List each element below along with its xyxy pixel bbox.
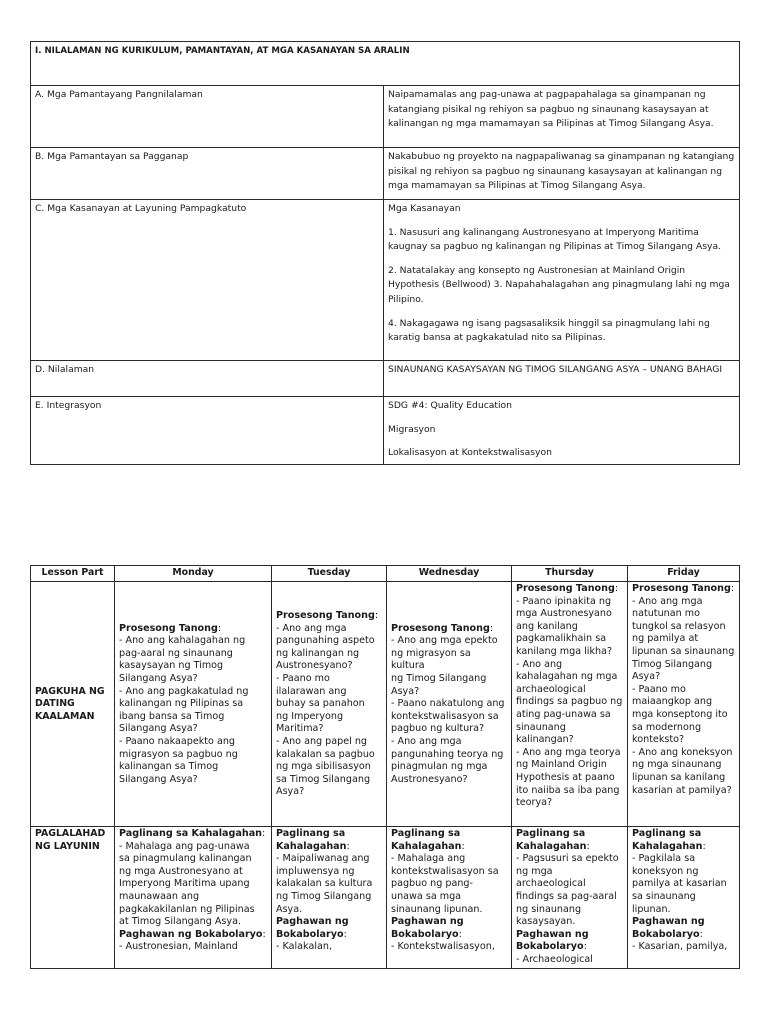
lesson-line: ng sinaunang — [516, 903, 582, 915]
curriculum-row-content — [384, 361, 740, 397]
subheading-line — [632, 583, 735, 596]
subheading-line — [119, 828, 267, 841]
lesson-line: lipunan sa sinaunang — [632, 645, 735, 657]
lesson-cell — [512, 582, 628, 827]
lesson-line: Silangang Asya? — [119, 673, 198, 685]
lesson-line: kalinangan? — [516, 734, 574, 746]
curriculum-paragraph: Migrasyon — [388, 423, 436, 435]
subheading-line — [276, 916, 382, 941]
column-header-tuesday: Tuesday — [272, 566, 387, 582]
lesson-cell — [387, 827, 512, 969]
subheading-line — [516, 583, 623, 596]
lesson-line: Hypothesis at paano — [516, 771, 615, 783]
lesson-line: - Austronesian, Mainland — [119, 941, 238, 953]
lesson-line: pagbuo ng pang- — [391, 878, 473, 890]
subheading-line — [391, 623, 507, 636]
column-header-monday: Monday — [115, 566, 272, 582]
lesson-line: mga konseptong ito — [632, 708, 728, 720]
subheading-line — [391, 828, 507, 853]
lesson-line: - Ano ang kahalagahan ng — [119, 635, 246, 647]
lesson-line: pagbuo ng kultura? — [391, 723, 485, 735]
subheading-colon: : — [614, 583, 619, 594]
lesson-line: Silangang Asya? — [119, 723, 198, 735]
lesson-line: teorya? — [516, 797, 553, 809]
lesson-line: kalakalan sa kultura — [276, 878, 373, 890]
column-header-friday: Friday — [628, 566, 740, 582]
lesson-line: - Kasarian, pamilya, — [632, 941, 728, 953]
curriculum-paragraph: 1. Nasusuri ang kalinangang Austronesyano at Imperyong Maritima kaugnay sa pagbuo ng kalinangan ng Pilipinas at Timog Silangang Asya. — [388, 226, 721, 253]
lesson-line: - Kontekstwalisasyon, — [391, 941, 495, 953]
lesson-line: maiaangkop ang — [632, 696, 713, 708]
lesson-line: pangunahing aspeto — [276, 635, 375, 647]
lesson-line: ng Timog Silangang — [276, 890, 372, 902]
curriculum-row — [31, 397, 740, 465]
lesson-line: - Kalakalan, — [276, 941, 332, 953]
lesson-line: - Pagkilala sa — [632, 853, 696, 865]
lesson-line: archaeological — [516, 683, 586, 695]
lesson-cell — [628, 582, 740, 827]
curriculum-row — [31, 148, 740, 200]
lesson-line: Austronesyano? — [276, 660, 353, 672]
lesson-line: - Ano ang mga teorya — [516, 746, 621, 758]
lesson-line: Silangang Asya? — [119, 773, 198, 785]
lesson-line: kasarian at pamilya? — [632, 784, 732, 796]
lesson-line: ng pamilya at — [632, 633, 699, 645]
lesson-line: kasaysayan ng Timog — [119, 660, 224, 672]
column-header-thursday: Thursday — [512, 566, 628, 582]
subheading-line — [119, 929, 267, 942]
lesson-part-label — [31, 582, 115, 827]
curriculum-row-label: B. Mga Pamantayan sa Pagganap — [31, 148, 384, 200]
subheading-colon: : — [702, 840, 706, 852]
lesson-line: ating pag-unawa sa — [516, 708, 611, 720]
lesson-line: ng mga Austronesyano at — [119, 865, 243, 877]
lesson-line: ng mga sibilisasyon — [276, 761, 371, 773]
lesson-line: - Ano ang — [516, 658, 563, 670]
lesson-subheading: Prosesong Tanong — [119, 622, 218, 634]
lesson-line: sinaunang lipunan. — [391, 903, 483, 915]
lesson-cell — [115, 827, 272, 969]
lesson-line: pagkakakilanlan ng Pilipinas — [119, 903, 255, 915]
lesson-line: Imperyong Maritima upang — [119, 878, 250, 890]
lesson-row-paglalahad — [31, 827, 740, 969]
curriculum-paragraph: SINAUNANG KASAYSAYAN NG TIMOG SILANGANG ASYA – UNANG BAHAGI — [388, 364, 723, 375]
lesson-line: ang kanilang — [516, 620, 578, 632]
lesson-line: Asya? — [391, 685, 420, 697]
lesson-line: - Ano ang pagkakatulad ng — [119, 685, 249, 697]
lesson-line: konteksto? — [632, 734, 685, 746]
lesson-subheading: Paglinang sa Kahalagahan — [276, 828, 347, 852]
lesson-line: sa Timog Silangang — [276, 773, 371, 785]
curriculum-paragraph: Naipamamalas ang pag-unawa at pagpapahalaga sa ginampanan ng katangiang pisikal ng rehiyon sa pagbuo ng sinaunang kasaysayan at kalinangan ng mga mamamayan sa Pilipinas at Timog Silangang Asya. — [388, 89, 714, 130]
lesson-subheading: Paglinang sa Kahalagahan — [391, 828, 462, 852]
lesson-part-line: KAALAMAN — [35, 710, 95, 722]
subheading-colon: : — [461, 840, 465, 852]
lesson-line: ng mga — [516, 865, 553, 877]
curriculum-paragraph: Nakabubuo ng proyekto na nagpapaliwanag sa ginampanan ng katangiang pisikal ng rehiyon sa pagbuo ng sinaunang kasaysayan at kalinangan ng mga mamamayan sa Pilipinas at Timog Silangang Asya. — [388, 151, 735, 192]
lesson-line: - Pagsusuri sa epekto — [516, 853, 619, 865]
lesson-line: koneksyon ng — [632, 865, 699, 877]
subheading-colon: : — [262, 928, 266, 940]
lesson-part-line: DATING — [35, 698, 75, 710]
lesson-line: at Timog Silangang Asya. — [119, 916, 242, 928]
curriculum-row-label: A. Mga Pamantayang Pangnilalaman — [31, 86, 384, 148]
lesson-subheading: Prosesong Tanong — [516, 583, 615, 594]
curriculum-paragraph: 4. Nakagagawa ng isang pagsasaliksik hinggil sa pinagmulang lahi ng karatig bansa at pagkakatulad nito sa Pilipinas. — [388, 317, 710, 344]
curriculum-paragraph: Mga Kasanayan — [388, 203, 461, 214]
subheading-line — [516, 929, 623, 954]
lesson-subheading: Paglinang sa Kahalagahan — [119, 828, 263, 839]
curriculum-table — [30, 41, 740, 465]
lesson-part-label — [31, 827, 115, 969]
lesson-line: - Mahalaga ang — [391, 853, 466, 865]
curriculum-row-label: C. Mga Kasanayan at Layuning Pampagkatuto — [31, 200, 384, 361]
curriculum-row-label: D. Nilalaman — [31, 361, 384, 397]
lesson-line: - Paano nakaapekto ang — [119, 735, 236, 747]
subheading-colon: : — [217, 622, 222, 634]
lesson-line: kalakalan sa pagbuo — [276, 748, 375, 760]
subheading-line — [391, 916, 507, 941]
lesson-line: maunawaan ang — [119, 890, 200, 902]
lesson-line: ng mga sinaunang — [632, 759, 722, 771]
curriculum-row — [31, 200, 740, 361]
lesson-line: ng kalinangan ng — [276, 647, 360, 659]
lesson-line: tungkol sa relasyon — [632, 620, 726, 632]
lesson-line: lipunan sa kanilang — [632, 771, 726, 783]
lesson-line: - Ano ang koneksyon — [632, 746, 733, 758]
curriculum-row-content — [384, 397, 740, 465]
lesson-line: ilalarawan ang — [276, 685, 347, 697]
lesson-cell — [387, 582, 512, 827]
lesson-line: sa modernong — [632, 721, 702, 733]
lesson-line: pangunahing teorya ng — [391, 748, 504, 760]
curriculum-row-content — [384, 86, 740, 148]
lesson-cell — [272, 827, 387, 969]
lesson-subheading: Paglinang sa Kahalagahan — [632, 828, 703, 852]
lesson-subheading: Paghawan ng Bokabolaryo — [391, 916, 464, 940]
lesson-line: - Ano ang mga epekto — [391, 635, 498, 647]
lesson-line: Austronesyano? — [391, 773, 468, 785]
lesson-subheading: Prosesong Tanong — [276, 610, 375, 622]
curriculum-row-content — [384, 200, 740, 361]
curriculum-paragraph: Lokalisasyon at Kontekstwalisasyon — [388, 447, 552, 459]
lesson-line: - Mahalaga ang pag-unawa — [119, 840, 250, 852]
lesson-line: pagkamalikhain sa — [516, 633, 607, 645]
lesson-line: - Paano nakatulong ang — [391, 698, 505, 710]
lesson-cell — [115, 582, 272, 827]
curriculum-row-content — [384, 148, 740, 200]
lesson-line: unawa sa mga — [391, 890, 462, 902]
lesson-cell — [512, 827, 628, 969]
subheading-line — [276, 610, 382, 623]
lesson-line: kahalagahan ng mga — [516, 671, 618, 683]
curriculum-heading-row — [31, 42, 740, 86]
lesson-part-line: NG LAYUNIN — [35, 840, 100, 852]
curriculum-heading: I. NILALAMAN NG KURIKULUM, PAMANTAYAN, AT MGA KASANAYAN SA ARALIN — [31, 42, 740, 86]
lesson-line: - Ano ang papel ng — [276, 735, 368, 747]
lesson-line: archaeological — [516, 878, 586, 890]
lesson-line: - Ano ang mga — [391, 735, 462, 747]
lesson-line: natutunan mo — [632, 608, 700, 620]
lesson-line: sa sinaunang — [632, 890, 696, 902]
curriculum-row — [31, 86, 740, 148]
curriculum-row-label: E. Integrasyon — [31, 397, 384, 465]
lesson-line: ng migrasyon sa kultura — [391, 647, 471, 672]
lesson-subheading: Paghawan ng Bokabolaryo — [632, 916, 705, 940]
subheading-colon: : — [262, 828, 266, 839]
lesson-line: migrasyon sa pagbuo ng — [119, 748, 238, 760]
lesson-plan-table — [30, 565, 740, 969]
curriculum-paragraph: 2. Natatalakay ang konsepto ng Austronesian at Mainland Origin Hypothesis (Bellwood) 3. Napahahalagahan ang pinagmulang lahi ng mga Pilipino. — [388, 264, 730, 305]
lesson-line: pamilya at kasarian — [632, 878, 727, 890]
lesson-line: buhay sa panahon — [276, 698, 365, 710]
lesson-line: pinagmulan ng mga — [391, 761, 488, 773]
subheading-colon: : — [730, 583, 735, 594]
lesson-line: ito naiiba sa iba pang — [516, 784, 620, 796]
lesson-line: Asya? — [276, 786, 305, 798]
lesson-line: - Paano ipinakita ng — [516, 595, 612, 607]
subheading-colon: : — [489, 622, 494, 634]
lesson-line: findings sa pagbuo ng — [516, 696, 623, 708]
lesson-subheading: Prosesong Tanong — [632, 583, 731, 594]
lesson-line: kanilang mga likha? — [516, 645, 613, 657]
lesson-line: ng Timog Silangang — [391, 673, 487, 685]
lesson-line: impluwensya ng — [276, 865, 355, 877]
subheading-line — [119, 623, 267, 636]
subheading-line — [516, 828, 623, 853]
subheading-colon: : — [583, 941, 587, 953]
subheading-colon: : — [458, 928, 462, 940]
subheading-line — [276, 828, 382, 853]
subheading-line — [632, 916, 735, 941]
subheading-colon: : — [346, 840, 350, 852]
lesson-line: - Paano mo — [632, 683, 686, 695]
lesson-cell — [628, 827, 740, 969]
lesson-line: ibang bansa sa Timog — [119, 710, 225, 722]
lesson-row-pagkuha — [31, 582, 740, 827]
lesson-line: pag-aaral ng sinaunang — [119, 647, 233, 659]
lesson-line: - Archaeological — [516, 953, 593, 965]
column-header-lesson-part: Lesson Part — [31, 566, 115, 582]
lesson-part-line: PAGLALAHAD — [35, 828, 106, 839]
curriculum-paragraph: SDG #4: Quality Education — [388, 400, 512, 411]
lesson-line: - Maipaliwanag ang — [276, 853, 370, 865]
lesson-line: ng Imperyong — [276, 710, 344, 722]
lesson-line: Asya? — [632, 671, 661, 683]
lesson-part-line: PAGKUHA NG — [35, 685, 105, 697]
curriculum-row — [31, 361, 740, 397]
lesson-line: kontekstwalisasyon sa — [391, 710, 499, 722]
subheading-colon: : — [699, 928, 703, 940]
subheading-line — [632, 828, 735, 853]
lesson-line: kalinangan ng Pilipinas sa — [119, 698, 244, 710]
lesson-line: Maritima? — [276, 723, 324, 735]
lesson-subheading: Paglinang sa Kahalagahan — [516, 828, 587, 852]
lesson-line: kontekstwalisasyon sa — [391, 865, 499, 877]
lesson-subheading: Prosesong Tanong — [391, 622, 490, 634]
subheading-colon: : — [343, 928, 347, 940]
lesson-line: findings sa pag-aaral — [516, 890, 617, 902]
lesson-cell — [272, 582, 387, 827]
lesson-line: sa pinagmulang kalinangan — [119, 853, 252, 865]
lesson-line: kalinangan sa Timog — [119, 761, 219, 773]
lesson-line: lipunan. — [632, 903, 671, 915]
column-header-wednesday: Wednesday — [387, 566, 512, 582]
lesson-subheading: Paghawan ng Bokabolaryo — [119, 928, 263, 940]
lesson-line: - Ano ang mga — [276, 622, 347, 634]
lesson-line: sinaunang — [516, 721, 566, 733]
lesson-line: kasaysayan. — [516, 916, 576, 928]
subheading-colon: : — [586, 840, 590, 852]
lesson-line: - Ano ang mga — [632, 595, 703, 607]
lesson-subheading: Paghawan ng Bokabolaryo — [276, 916, 349, 940]
subheading-colon: : — [374, 610, 379, 622]
lesson-line: mga Austronesyano — [516, 608, 612, 620]
lesson-header-row — [31, 566, 740, 582]
lesson-line: Timog Silangang — [632, 658, 713, 670]
lesson-line: - Paano mo — [276, 673, 330, 685]
lesson-subheading: Paghawan ng Bokabolaryo — [516, 928, 589, 953]
lesson-line: Asya. — [276, 903, 303, 915]
lesson-line: ng Mainland Origin — [516, 759, 607, 771]
